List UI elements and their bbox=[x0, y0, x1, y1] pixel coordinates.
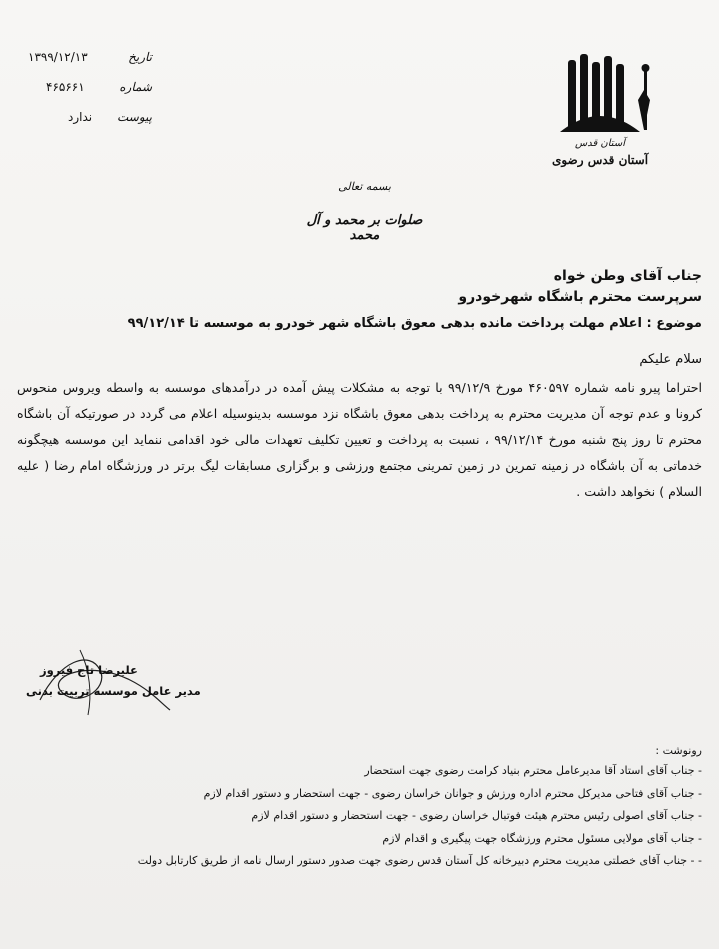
letter-body: احتراما پیرو نامه شماره ۴۶۰۵۹۷ مورخ ۹۹/۱۲/۹ با توجه به مشکلات پیش آمده در درآمدهای موسسه به واسطه ویروس منحوس کرونا و عدم توجه آن مدیریت محترم به پرداخت بدهی معوق باشگاه نزد موسسه بدینوسیله اعلام می گردد در صورتیکه آن باشگاه محترم تا روز پنج شنبه مورخ ۹۹/۱۲/۱۴ ، نسبت به پرداخت و تعیین تکلیف تعهدات مالی خود اقدامی ننماید این موسسه هیچگونه خدماتی به آن باشگاه در زمینه تمرین در زمین تمرینی مجتمع ورزشی و برگزاری مسابقات لیگ برتر در ورزشگاه امام رضا ( علیه السلام ) نخواهد داشت . bbox=[17, 380, 703, 499]
subject-line: موضوع : اعلام مهلت پرداخت مانده بدهی معوق باشگاه شهر خودرو به موسسه تا ۹۹/۱۲/۱۴ bbox=[127, 316, 702, 331]
letter-meta bbox=[22, 50, 172, 140]
recipient-title: سرپرست محترم باشگاه شهرخودرو bbox=[458, 289, 702, 305]
salawat: صلوات بر محمد و آل محمد bbox=[306, 213, 423, 243]
cc-item: - جناب آقای مولایی مسئول محترم ورزشگاه جهت پیگیری و اقدام لازم bbox=[382, 831, 702, 845]
number-value: ۴۶۵۶۶۱ bbox=[46, 80, 85, 94]
astan-quds-logo bbox=[540, 50, 696, 170]
handwritten-signature bbox=[20, 640, 180, 720]
cc-item: - جناب آقای فتاحی مدیرکل محترم اداره ورزش و جوانان خراسان رضوی - جهت استحضار و دستور اقدام لازم bbox=[203, 786, 702, 800]
date-row bbox=[22, 50, 172, 80]
logo-caption: آستان قدس bbox=[575, 138, 625, 149]
date-value: ۱۳۹۹/۱۲/۱۳ bbox=[28, 50, 88, 64]
cc-item: - - جناب آقای خصلتی مدیریت محترم دبیرخانه کل آستان قدس رضوی جهت صدور دستور ارسال نامه از طریق کارتابل دولت bbox=[137, 854, 702, 867]
signatory-name: علیرضا تاج فیروز bbox=[40, 663, 138, 677]
bismillah: بسمه تعالی bbox=[338, 180, 391, 193]
logo-text: آستان قدس رضوی bbox=[551, 153, 649, 167]
attachment-row bbox=[22, 110, 172, 140]
cc-item: - جناب آقای استاد آقا مدیرعامل محترم بنیاد کرامت رضوی جهت استحضار bbox=[364, 764, 702, 777]
cc-list bbox=[138, 764, 702, 877]
cc-title: رونوشت : bbox=[655, 744, 702, 757]
attachment-value: ندارد bbox=[68, 110, 93, 124]
signatory-title: مدیر عامل موسسه تربیت بدنی bbox=[26, 684, 201, 698]
number-label: شماره bbox=[119, 80, 152, 94]
number-row bbox=[22, 80, 172, 110]
date-label: تاریخ bbox=[128, 50, 152, 64]
greeting: سلام علیکم bbox=[639, 352, 702, 367]
attachment-label: پیوست bbox=[117, 110, 152, 124]
cc-item: - جناب آقای اصولی رئیس محترم هیئت فوتبال خراسان رضوی - جهت استحضار و دستور اقدام لازم bbox=[251, 809, 702, 822]
recipient-name: جناب آقای وطن خواه bbox=[553, 268, 702, 284]
